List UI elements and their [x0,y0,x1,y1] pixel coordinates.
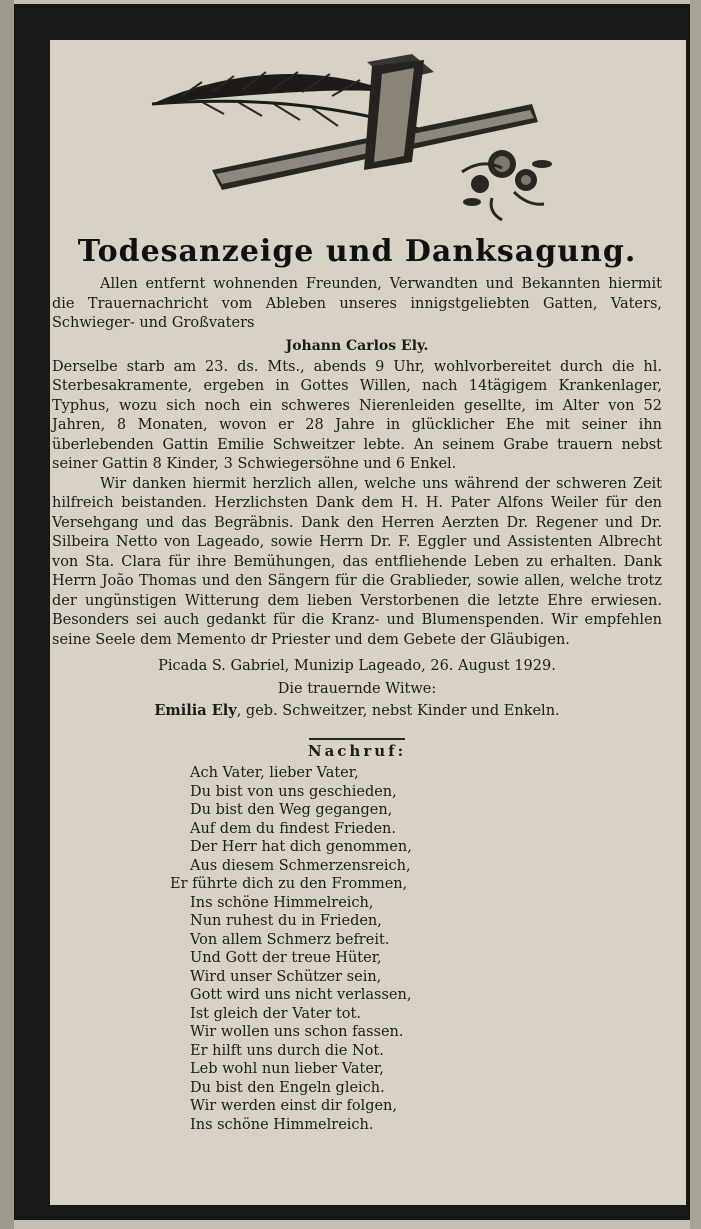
place-date: Picada S. Gabriel, Munizip Lageado, 26. August 1929. [158,658,556,674]
poem-line: Du bist den Weg gegangen, [190,802,393,818]
poem-line: Aus diesem Schmerzensreich, [190,857,411,874]
poem-line: Er hilft uns durch die Not. [190,1042,384,1059]
poem-line: Gott wird uns nicht verlassen, [190,987,412,1003]
poem-line: Du bist den Engeln gleich. [190,1079,385,1096]
widow-rest: , geb. Schweitzer, nebst Kinder und Enkeln. [236,703,560,719]
poem-line: Du bist von uns geschieden, [190,783,397,800]
poem-line: Er führte dich zu den Frommen, [170,876,408,892]
poem-line: Wir werden einst dir folgen, [190,1098,398,1114]
rose-icon [462,150,552,220]
poem-line: Leb wohl nun lieber Vater, [190,1061,384,1077]
poem-line: Von allem Schmerz befreit. [190,931,390,948]
widow-heading: Die trauernde Witwe: [277,681,437,697]
poem-line: Ist gleich der Vater tot. [190,1005,361,1022]
poem-line: Wird unser Schützer sein, [190,968,382,985]
widow-signature [52,700,662,722]
death-paragraph: Derselbe starb am 23. ds. Mts., abends 9 Uhr, wohlvorbereitet durch die hl. Sterbesakramente, ergeben in Gottes Willen, nach 14tägigem Krankenlager, Typhus, wozu sich noch ein schweres Nierenleiden gesellte, im Alter von 52 Jahren, 8 Monaten, wovon er 28 Jahre in glücklicher Ehe mit seiner ihn überlebenden Gattin Emilie Schweitzer lebte. An seinem Grabe trauern nebst seiner Gattin 8 Kinder, 3 Schwiegersöhne und 6 Enkel. [52,358,662,472]
poem-line: Der Herr hat dich genommen, [190,839,412,855]
divider [309,738,405,740]
poem-line: Wir wollen uns schon fassen. [190,1024,404,1040]
poem-line: Ins schöne Himmelreich, [190,894,374,911]
notice-title: Todesanzeige und Danksagung. [77,234,637,269]
cross-icon [212,54,538,190]
poem-line: Auf dem du findest Frieden. [190,820,397,837]
obituary-notice [52,46,662,1134]
nachruf-poem [52,764,662,1134]
adjacent-page-left [0,0,14,1229]
deceased-name: Johann Carlos Ely. [285,337,429,354]
nachruf-title: Nachruf: [307,742,407,760]
poem-line: Und Gott der treue Hüter, [190,950,382,966]
poem-line: Nun ruhest du in Frieden, [190,913,382,929]
intro-paragraph: Allen entfernt wohnenden Freunden, Verwandten und Bekannten hiermit die Trauernachricht vom Ableben unseres innigstgeliebten Gatten, Vaters, Schwieger- und Großvaters [52,276,662,331]
adjacent-page-right [690,0,701,1229]
thanks-paragraph: Wir danken hiermit herzlich allen, welche uns während der schweren Zeit hilfreich beistanden. Herzlichsten Dank dem H. H. Pater Alfons Weiler für den Versehgang und das Begräbnis. Dank den Herren Aerzten Dr. Regener und Dr. Silbeira Netto von Lageado, sowie Herrn Dr. F. Eggler und Assistenten Albrecht von Sta. Clara für ihre Bemühungen, das entfliehende Leben zu erhalten. Dank Herrn João Thomas und den Sängern für die Grablieder, sowie allen, welche trotz der ungünstigen Witterung dem lieben Verstorbenen die letzte Ehre erwiesen. Besonders sei auch gedankt für die Kranz- und Blumenspenden. Wir empfehlen seine Seele dem Memento dr Priester und dem Gebete der Gläubigen. [52,475,662,648]
poem-line: Ins schöne Himmelreich. [190,1116,374,1133]
cross-with-palm-icon [142,52,572,222]
widow-name: Emilia Ely [154,702,237,719]
poem-line: Ach Vater, lieber Vater, [190,765,359,781]
